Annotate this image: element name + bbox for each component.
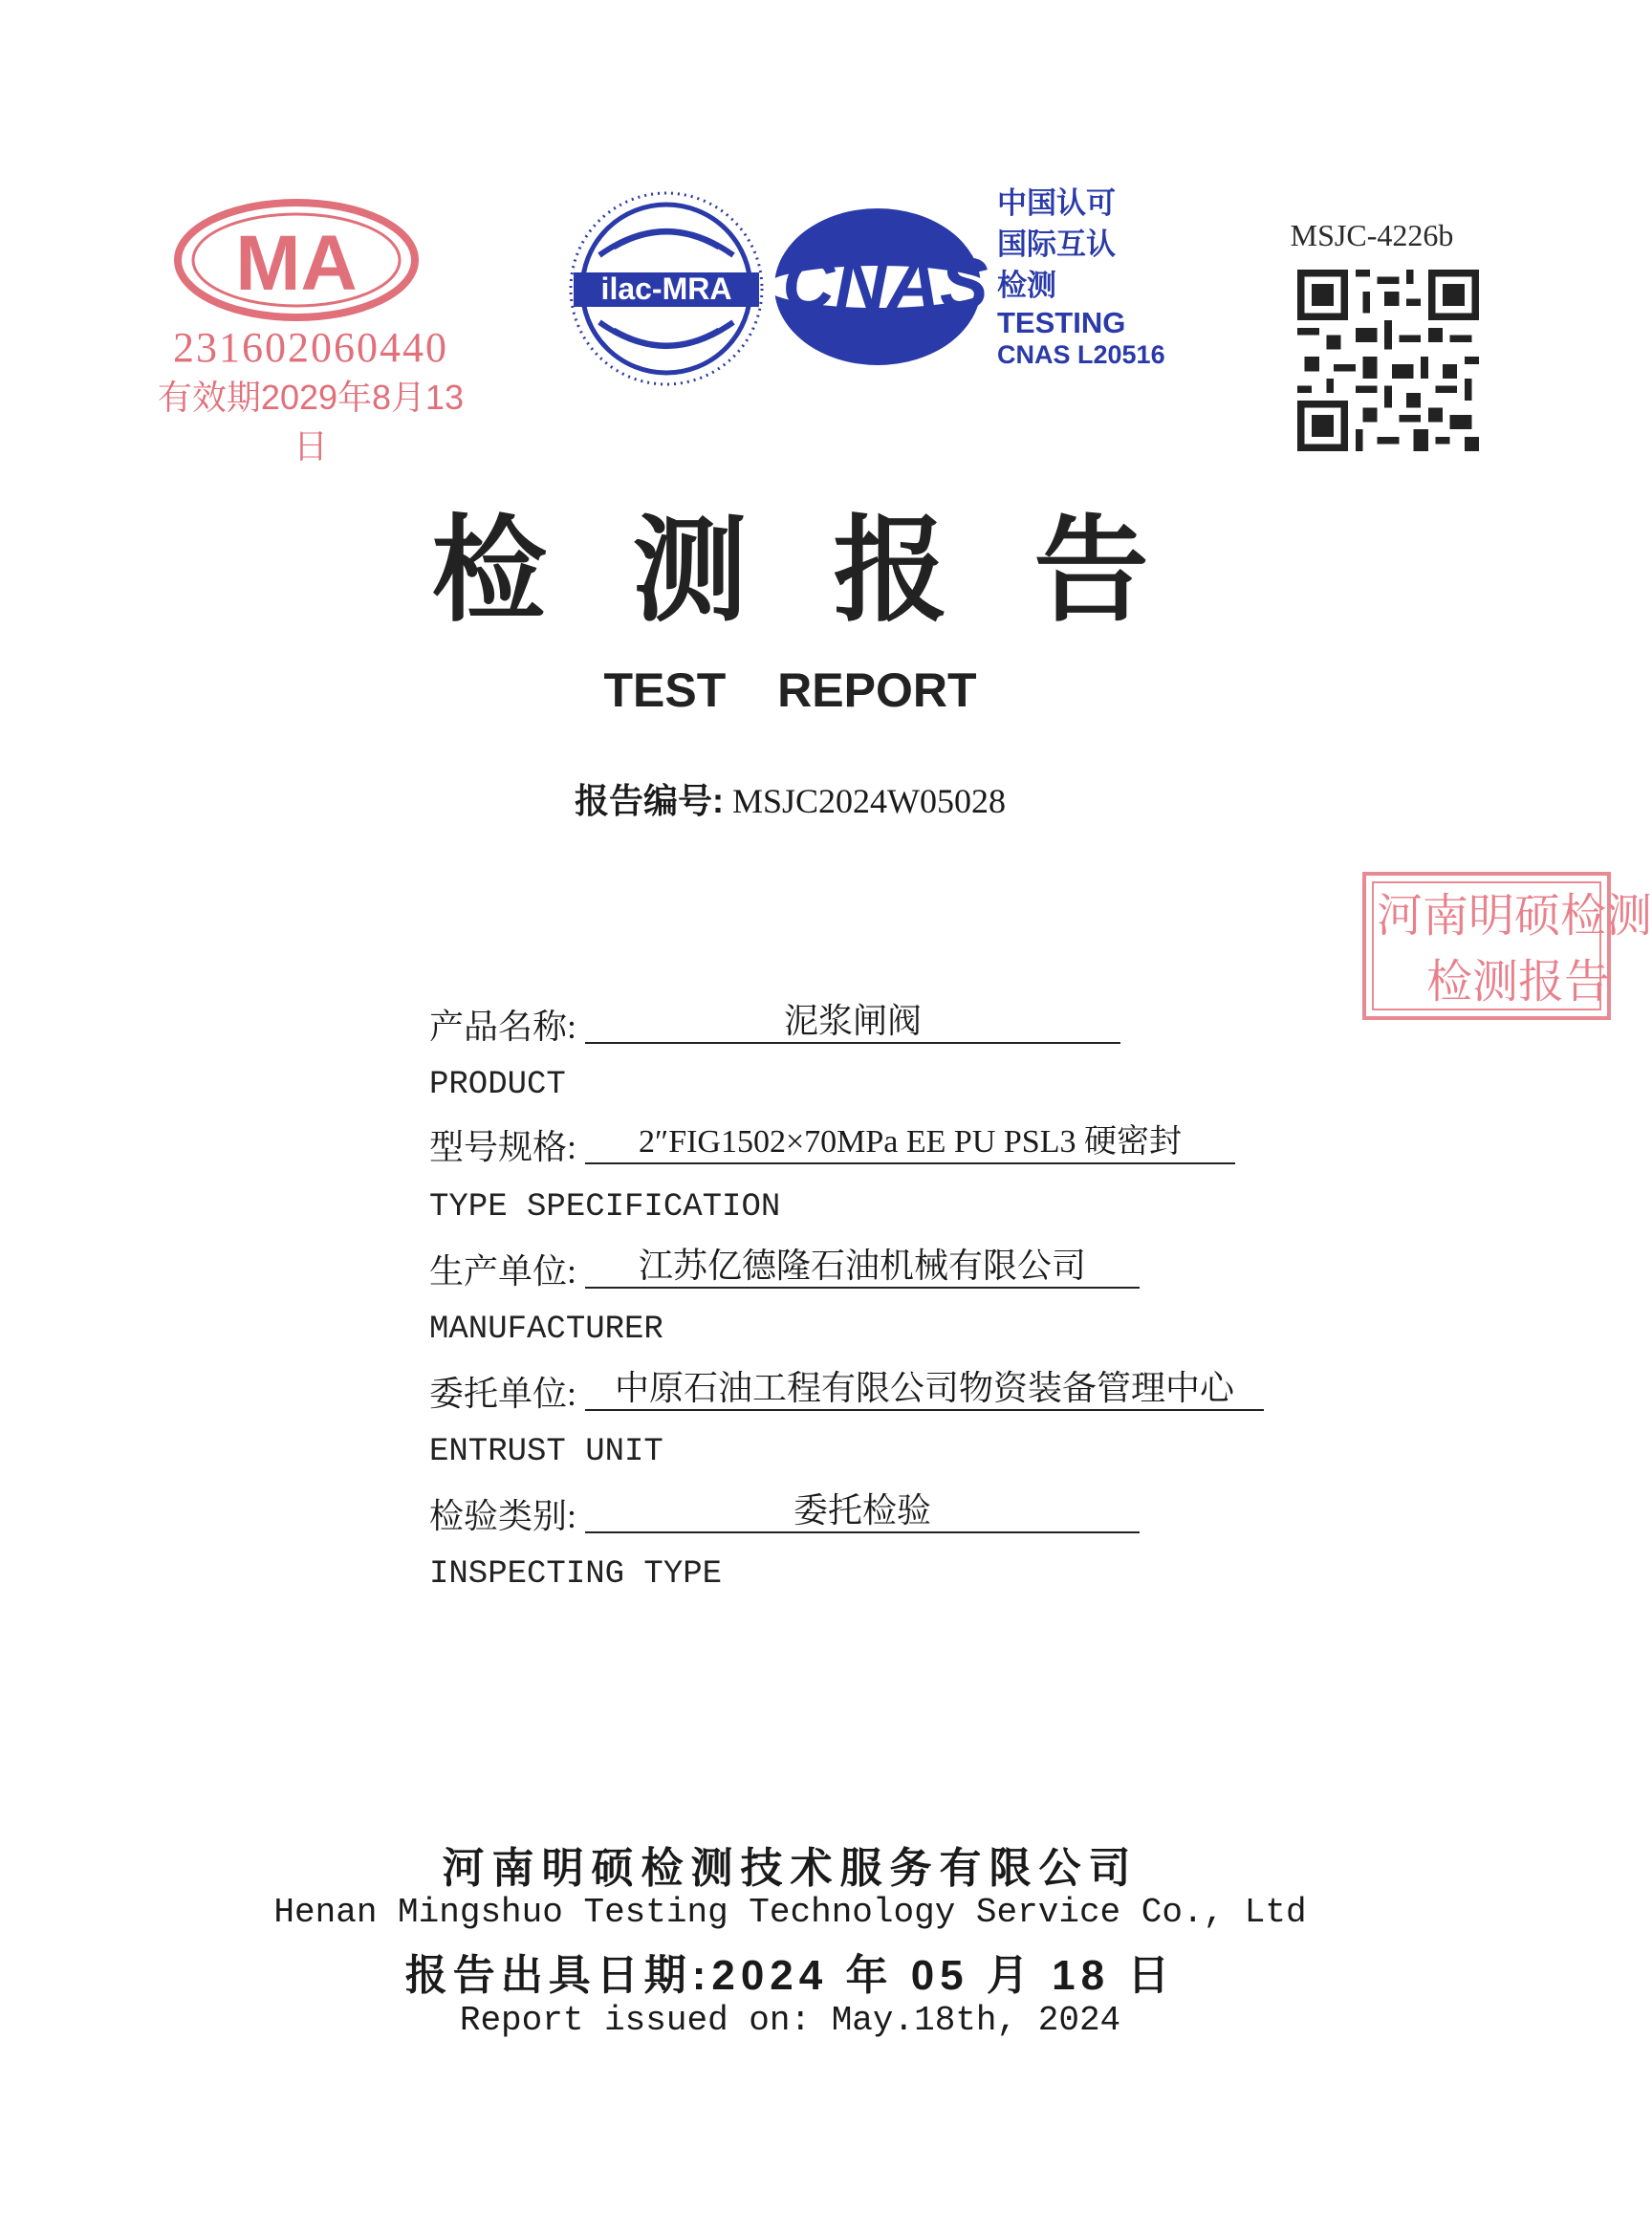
field-manufacturer <box>429 1248 1140 1289</box>
side-stamp-line1: 河南明硕检测 <box>1377 891 1652 942</box>
cma-logo-text: MA <box>235 220 358 307</box>
field-product-en-label: PRODUCT <box>429 1067 566 1103</box>
qr-code-icon <box>1297 270 1479 451</box>
cma-validity: 有效期2029年8月13日 <box>157 378 465 466</box>
field-inspecting-type-value: 委托检验 <box>585 1493 1140 1533</box>
document-code: MSJC-4226b <box>1290 218 1454 252</box>
field-entrust-unit-label: 委托单位: <box>429 1375 577 1413</box>
issue-date-cn: 报告出具日期:2024 年 05 月 18 日 <box>404 1952 1176 1999</box>
field-type-spec <box>429 1126 1235 1164</box>
field-inspecting-type <box>429 1493 1140 1533</box>
field-entrust-unit-value: 中原石油工程有限公司物资装备管理中心 <box>585 1371 1264 1411</box>
cnas-testing-label: TESTING <box>997 306 1126 339</box>
ilac-mra-seal <box>566 188 767 389</box>
field-inspecting-type-en-label: INSPECTING TYPE <box>429 1556 723 1593</box>
field-product-value: 泥浆闸阀 <box>585 1004 1120 1044</box>
side-stamp-line2: 检测报告 <box>1426 957 1611 1008</box>
cnas-cn-line1: 中国认可 <box>997 186 1116 220</box>
cnas-emblem <box>765 196 1004 378</box>
field-inspecting-type-label: 检验类别: <box>429 1497 577 1535</box>
field-manufacturer-value: 江苏亿德隆石油机械有限公司 <box>585 1248 1140 1289</box>
cnas-logo-text: CNAS <box>782 244 989 325</box>
issue-date-en: Report issued on: May.18th, 2024 <box>459 2001 1121 2040</box>
report-number-label: 报告编号: <box>574 781 724 820</box>
cnas-code: CNAS L20516 <box>997 340 1165 369</box>
field-manufacturer-label: 生产单位: <box>429 1252 577 1291</box>
field-type-spec-en-label: TYPE SPECIFICATION <box>429 1189 781 1226</box>
cnas-cn-line2: 国际互认 <box>997 228 1116 261</box>
cma-number: 231602060440 <box>173 324 448 371</box>
company-name-en: Henan Mingshuo Testing Technology Service Co., Ltd <box>273 1893 1307 1932</box>
company-name-cn: 河南明硕检测技术服务有限公司 <box>442 1845 1139 1892</box>
report-title-en: TEST REPORT <box>603 663 977 717</box>
field-type-spec-value: 2″FIG1502×70MPa EE PU PSL3 硬密封 <box>585 1126 1235 1164</box>
field-product <box>429 1004 1120 1044</box>
cnas-cn-line3: 检测 <box>997 269 1056 302</box>
field-manufacturer-en-label: MANUFACTURER <box>429 1312 663 1348</box>
field-product-label: 产品名称: <box>429 1008 577 1046</box>
field-entrust-unit-en-label: ENTRUST UNIT <box>429 1434 663 1470</box>
field-type-spec-label: 型号规格: <box>429 1128 577 1166</box>
cma-logo <box>172 196 421 325</box>
report-number <box>0 774 1580 823</box>
ilac-mra-label: ilac-MRA <box>600 271 732 306</box>
report-number-value: MSJC2024W05028 <box>731 782 1007 820</box>
report-title-cn: 检测报告 <box>431 503 1235 638</box>
field-entrust-unit <box>429 1371 1264 1411</box>
